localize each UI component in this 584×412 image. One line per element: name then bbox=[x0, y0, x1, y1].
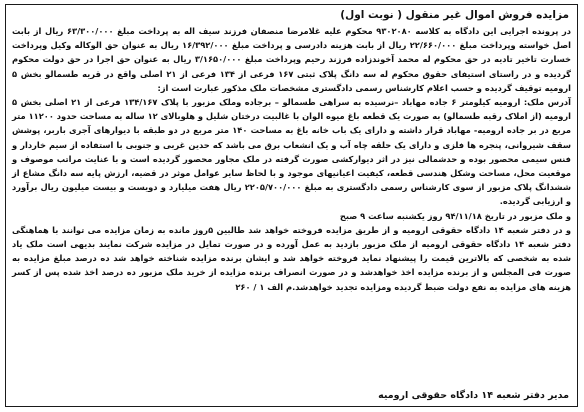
case-details-paragraph: در پرونده اجرایی این دادگاه به کلاسه ۹۳۰۲۰۸۰ محکوم علیه غلامرضا منصفان فرزند سیف اله به پرداخت مبلغ ۶۳/۳۰۰/۰۰۰ ریال از بابت اصل خواسته وپرداخت مبلغ ۲۲/۶۶۰/۰۰۰ ریال از بابت هزینه دادرسی و پرداخت مبلغ ۱۶/۳۹۲/۰۰۰ ریال به عنوان حق الوکاله وکیل وپرداخت خسارت تاخیر تادیه در حق محکوم له محمد آخوندزاده فرزند رحیم وپرداخت مبلغ ۳/۱۶۵۰/۰۰۰ ریال به عنوان حق اجرا در حق دولت محکوم گردیده و در راستای استیفای حقوق محکوم له سه دانگ پلاک ثبتی ۱۶۷ فرعی از ۱۳۴ فرعی از ۲۱ اصلی واقع در قریه طسمالو بخش ۵ ارومیه توقیف گردیده و حسب اعلام کارشناس رسمی دادگستری مشخصات ملک مذکور عبارت است از: bbox=[12, 26, 572, 93]
auction-date-paragraph: و ملک مزبور در تاریخ ۹۴/۱۱/۱۸ روز یکشنبه ساعت ۹ صبح bbox=[339, 210, 571, 221]
notice-title: مزایده فروش اموال غیر منقول ( نوبت اول) bbox=[340, 9, 569, 21]
auction-notice bbox=[5, 4, 578, 407]
auction-terms-paragraph: و در دفتر شعبه ۱۴ دادگاه حقوقی ارومیه و از طریق مزایده فروخته خواهد شد طالبین ۵روز مانده به زمان مزایده می توانند با هماهنگی دفتر شعبه ۱۴ دادگاه حقوقی ارومیه از ملک مزبور بازدید به عمل آورده و در صورت تمایل در مزایده شرکت نمایند بدیهی است ملک یاد شده به شخصی که بالاترین قیمت را پیشنهاد نماید فروخته خواهد شد و ایشان برنده مزایده شناخته خواهد شد ده درصد مبلغ مزایده به صورت فی المجلس و از برنده مزایده اخذ خواهدشد و در صورت انصراف برنده مزایده از خرید ملک مزبور ده درصد اخذ شده پس از کسر هزینه های مزایده به نفع دولت ضبط گردیده ومزایده تجدید خواهدشد.م الف ۱ / ۲۶۰ bbox=[12, 224, 571, 292]
property-description-paragraph: آدرس ملک: ارومیه کیلومتر ۶ جاده مهاباد –نرسیده به سراهی طسمالو – برجاده وملک مزبور با پلاک ۱۳۴/۱۶۷ فرعی از ۲۱ اصلی بخش ۵ ارومیه (از املاک رقبه طسمالو) به صورت یک قطعه باغ میوه الوان با غالبیت درختان شلیل و هلوبالای ۱۲ ساله به مساحت حدود ۱۱۲۰۰ متر مربع در بر جاده ارومیه- مهاباد قرار داشته و دارای یک باب خانه باغ به مساحت ۱۴۰ متر مربع در دو طبقه با دیوارهای آجری باربر، پوشش سقف شیروانی، پنجره ها فلزی و دارای یک حلقه چاه آب و یک انشعاب برق می باشد که حدین غربی و جنوبی با استفاده از سیم خاردار و فنس سیمی محصور بوده و حدشمالی نیز در اثر دیوارکشی صورت گرفته در ملک مجاور محصور گردیده است و با عنایت مراتب موصوف و موقعیت محل، مساحت وشکل هندسی قطعه، کیفیت اعیانیهای موجود و با لحاظ سایر عوامل موثر در قضیه، ارزش پایه سه دانگ مشاع از ششدانگ پلاک مزبور از سوی کارشناس رسمی دادگستری به مبلغ ۲۲۰۵/۷۰۰/۰۰۰ ریال هفت میلیارد و دویست و بیست میلیون ریال برآورد و ارزیابی گردیده. bbox=[12, 97, 572, 207]
signature-line: مدیر دفتر شعبه ۱۴ دادگاه حقوقی ارومیه bbox=[378, 390, 569, 401]
